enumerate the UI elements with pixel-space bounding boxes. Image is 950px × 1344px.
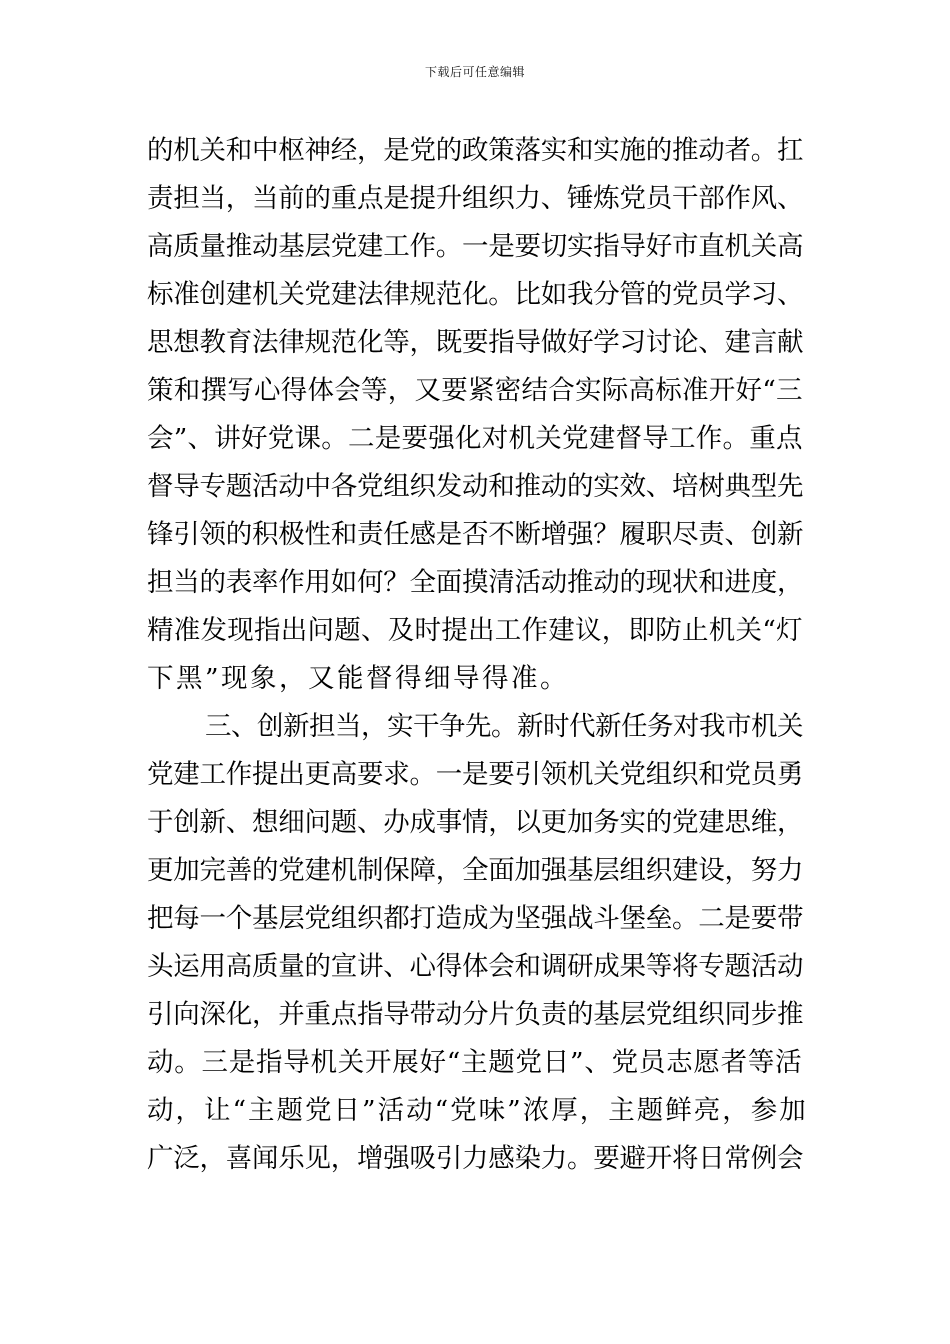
text-line: 担当的表率作用如何？全面摸清活动推动的现状和进度， [147,567,804,598]
text-line: 把每一个基层党组织都打造成为坚强战斗堡垒。二是要带 [147,903,804,934]
text-line: 引向深化，并重点指导带动分片负责的基层党组织同步推 [147,999,804,1030]
paragraph-2 [147,703,807,1183]
text-line: 党建工作提出更高要求。一是要引领机关党组织和党员勇 [147,759,804,790]
text-line: 标准创建机关党建法律规范化。比如我分管的党员学习、 [147,279,804,310]
text-line: 的机关和中枢神经，是党的政策落实和实施的推动者。扛 [147,135,804,166]
paragraph-1 [147,127,807,703]
text-line: 动。三是指导机关开展好“主题党日”、党员志愿者等活 [147,1047,803,1078]
text-line: 思想教育法律规范化等，既要指导做好学习讨论、建言献 [147,327,804,358]
text-line: 下黑”现象，又能督得细导得准。 [147,663,570,694]
text-line: 责担当，当前的重点是提升组织力、锤炼党员干部作风、 [147,183,804,214]
text-line: 督导专题活动中各党组织发动和推动的实效、培树典型先 [147,471,804,502]
text-line: 精准发现指出问题、及时提出工作建议，即防止机关“灯 [147,615,803,646]
page-header: 下载后可任意编辑 [424,65,525,79]
text-line-indented: 三、创新担当，实干争先。新时代新任务对我市机关 [205,711,803,742]
text-line: 会”、讲好党课。二是要强化对机关党建督导工作。重点 [147,423,803,454]
text-line: 策和撰写心得体会等，又要紧密结合实际高标准开好“三 [147,375,803,406]
document-body [147,127,807,1183]
text-line: 广泛，喜闻乐见，增强吸引力感染力。要避开将日常例会 [147,1143,804,1174]
text-line: 锋引领的积极性和责任感是否不断增强？履职尽责、创新 [147,519,804,550]
text-line: 动，让“主题党日”活动“党味”浓厚，主题鲜亮，参加 [147,1095,808,1126]
text-line: 于创新、想细问题、办成事情，以更加务实的党建思维， [147,807,804,838]
text-line: 头运用高质量的宣讲、心得体会和调研成果等将专题活动 [147,951,804,982]
text-line: 更加完善的党建机制保障，全面加强基层组织建设，努力 [147,855,804,886]
text-line: 高质量推动基层党建工作。一是要切实指导好市直机关高 [147,231,804,262]
